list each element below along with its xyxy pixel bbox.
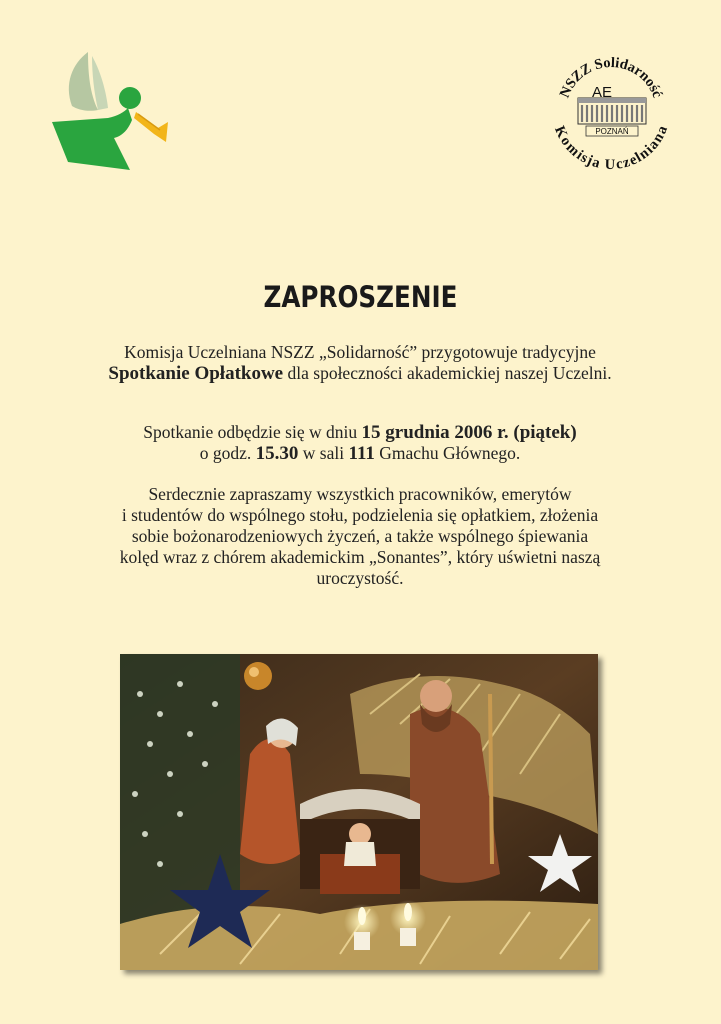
details-text-3: w sali — [298, 443, 349, 463]
invitation-line-1: Serdecznie zapraszamy wszystkich pracowników, emerytów — [148, 484, 572, 504]
nativity-scene-icon — [120, 654, 598, 970]
seal-ring-top: NSZZ Solidarność — [556, 54, 666, 101]
event-time: 15.30 — [255, 443, 299, 464]
seal-ring-bottom: Komisja Uczelniana — [552, 123, 670, 170]
union-seal-icon — [552, 52, 670, 170]
invitation-line-4: kolęd wraz z chórem akademickim „Sonantes”, który uświetni naszą — [119, 547, 601, 567]
page-title: ZAPROSZENIE — [263, 280, 458, 314]
invitation-line-5: uroczystość. — [316, 568, 404, 588]
event-room: 111 — [348, 443, 375, 464]
details-text-4: Gmachu Głównego. — [374, 443, 521, 463]
event-date: 15 grudnia 2006 r. (piątek) — [361, 422, 577, 443]
invitation-line-2: i studentów do wspólnego stołu, podzielenia się opłatkiem, złożenia — [121, 505, 599, 525]
event-name: Spotkanie Opłatkowe — [108, 363, 284, 384]
intro-paragraph — [92, 342, 628, 384]
details-paragraph — [92, 422, 628, 464]
details-text-1: Spotkanie odbędzie się w dniu — [143, 422, 362, 442]
details-text-2: o godz. — [199, 443, 256, 463]
angel-trumpet-icon — [50, 50, 174, 174]
invitation-line-3: sobie bożonarodzeniowych życzeń, a także wspólnego śpiewania — [131, 526, 589, 546]
seal-monogram: AE — [592, 84, 613, 101]
seal-city: POZNAŃ — [595, 127, 629, 136]
invitation-paragraph — [92, 484, 628, 589]
intro-text-2: dla społeczności akademickiej naszej Uczelni. — [283, 363, 612, 383]
intro-text-1: Komisja Uczelniana NSZZ „Solidarność” przygotowuje tradycyjne — [124, 342, 596, 362]
